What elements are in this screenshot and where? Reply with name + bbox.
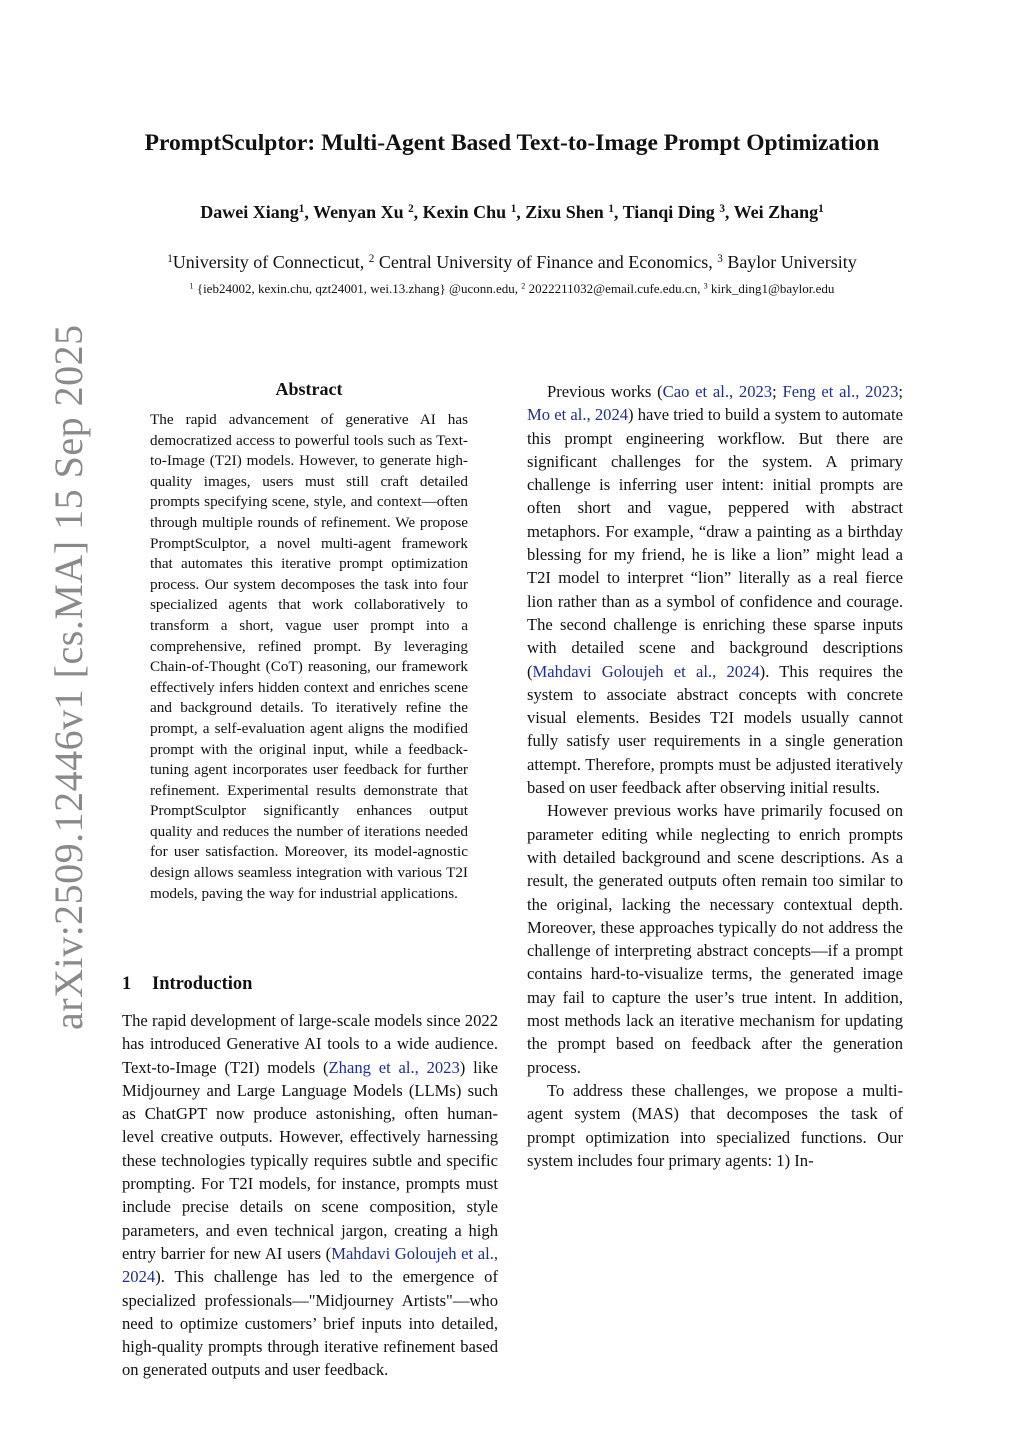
intro-right-column [527,380,903,1172]
affiliations: $^1$University of Connecticut, $^2$ Central University of Finance and Economics, $^3$ Baylor University [167,252,857,272]
citation-link[interactable]: Mahdavi Goloujeh et al., 2024 [122,1243,499,1287]
intro-paragraph-4: To address these challenges, we propose a multi-agent system (MAS) that decomposes the task of prompt optimization into specialized functions. Our system includes four primary agents: 1) In- [527,1080,903,1170]
abstract-text: The rapid advancement of generative AI has democratized access to powerful tools such as Text-to-Image (T2I) models. However, to generate high-quality images, users must still craft detailed prompts specifying scene, style, and context—often through multiple rounds of refinement. We propose PromptSculptor, a novel multi-agent framework that automates this iterative prompt optimization process. Our system decomposes the task into four specialized agents that work collaboratively to transform a short, vague user prompt into a comprehensive, refined prompt. By leveraging Chain-of-Thought (CoT) reasoning, our framework effectively infers hidden context and enriches scene and background details. To iteratively refine the prompt, a self-evaluation agent aligns the modified prompt with the original input, while a feedback-tuning agent incorporates user feedback for further refinement. Experimental results demonstrate that PromptSculptor significantly enhances output quality and reduces the number of iterations needed for user satisfaction. Moreover, its model-agnostic design allows seamless integration with various T2I models, paving the way for industrial applications. [150,411,468,902]
intro-paragraph-3: However previous works have primarily focused on parameter editing while neglecting to enrich prompts with detailed background and scene descriptions. As a result, the generated outputs often remain too similar to the original, lacking the necessary contextual depth. Moreover, these approaches typically do not address the challenge of interpreting abstract concepts—if a prompt contains hard-to-visualize terms, the generated image may fail to capture the user’s true intent. In addition, most methods lack an iterative mechanism for updating the prompt based on feedback after the generation process. [527,801,903,1077]
paper-title: PromptSculptor: Multi-Agent Based Text-to-Image Prompt Optimization [144,130,880,156]
author: Tianqi Ding $^3$ [622,202,725,222]
intro-paragraph-1: The rapid development of large-scale models since 2022 has introduced Generative AI tools to a wide audience. Text-to-Image (T2I) models (Zhang et al., 2023) like Midjourney and Large Language Models (LLMs) such as ChatGPT now produce astonishing, often human-level creative outputs. However, effectively harnessing these technologies typically requires subtle and specific prompting. For T2I models, for instance, prompts must include precise details on scene composition, style parameters, and even technical jargon, creating a high entry barrier for new AI users (Mahdavi Goloujeh et al., 2024). This challenge has led to the emergence of specialized professionals—"Midjourney Artists"—who need to optimize customers’ brief inputs into detailed, high-quality prompts through iterative refinement based on generated outputs and user feedback. [122,1011,499,1380]
arxiv-identifier: arXiv:2509.12446v1 [cs.MA] 15 Sep 2025 [46,324,91,1030]
author: Zixu Shen $^1$ [525,202,614,222]
author: Wenyan Xu $^2$ [313,202,414,222]
author: Kexin Chu $^1$ [422,202,517,222]
author: Dawei Xiang$^1$ [200,202,305,222]
citation-link[interactable]: Mo et al., 2024 [527,405,629,425]
author-emails: $^1$ {ieb24002, kexin.chu, qzt24001, wei.13.zhang} @uconn.edu, $^2$ 2022211032@email.cufe.edu.cn, $^3$ kirk_ding1@baylor.edu [189,281,835,296]
intro-left-column [122,1009,498,1382]
citation-link[interactable]: Cao et al., 2023 [662,382,773,401]
abstract-heading: Abstract [275,379,343,399]
citation-link[interactable]: Zhang et al., 2023 [328,1057,460,1077]
section-heading-introduction: 1 Introduction [122,974,253,994]
intro-paragraph-2: Previous works (Cao et al., 2023; Feng et al., 2023; Mo et al., 2024) have tried to build a system to automate this prompt engineering workflow. But there are significant challenges for the system. A primary challenge is inferring user intent: initial prompts are often short and vague, peppered with abstract metaphors. For example, “draw a painting as a birthday blessing for my friend, he is like a lion” might lead a T2I model to interpret “lion” literally as a real fierce lion rather than as a symbol of confidence and courage. The second challenge is enriching these sparse inputs with detailed scene and background descriptions (Mahdavi Goloujeh et al., 2024). This requires the system to associate abstract concepts with concrete visual elements. Besides T2I models usually cannot fully satisfy user requirements in a single generation attempt. Therefore, prompts must be adjusted iteratively based on user feedback after observing initial results. [527,382,903,798]
author-list: Dawei Xiang$^1$, Wenyan Xu $^2$, Kexin Chu $^1$, Zixu Shen $^1$, Tianqi Ding $^3$, Wei Zhang$^1$ [200,202,824,222]
author: Wei Zhang$^1$ [733,202,824,222]
citation-link[interactable]: Mahdavi Goloujeh et al., 2024 [532,661,760,681]
citation-link[interactable]: Feng et al., 2023 [782,382,899,401]
